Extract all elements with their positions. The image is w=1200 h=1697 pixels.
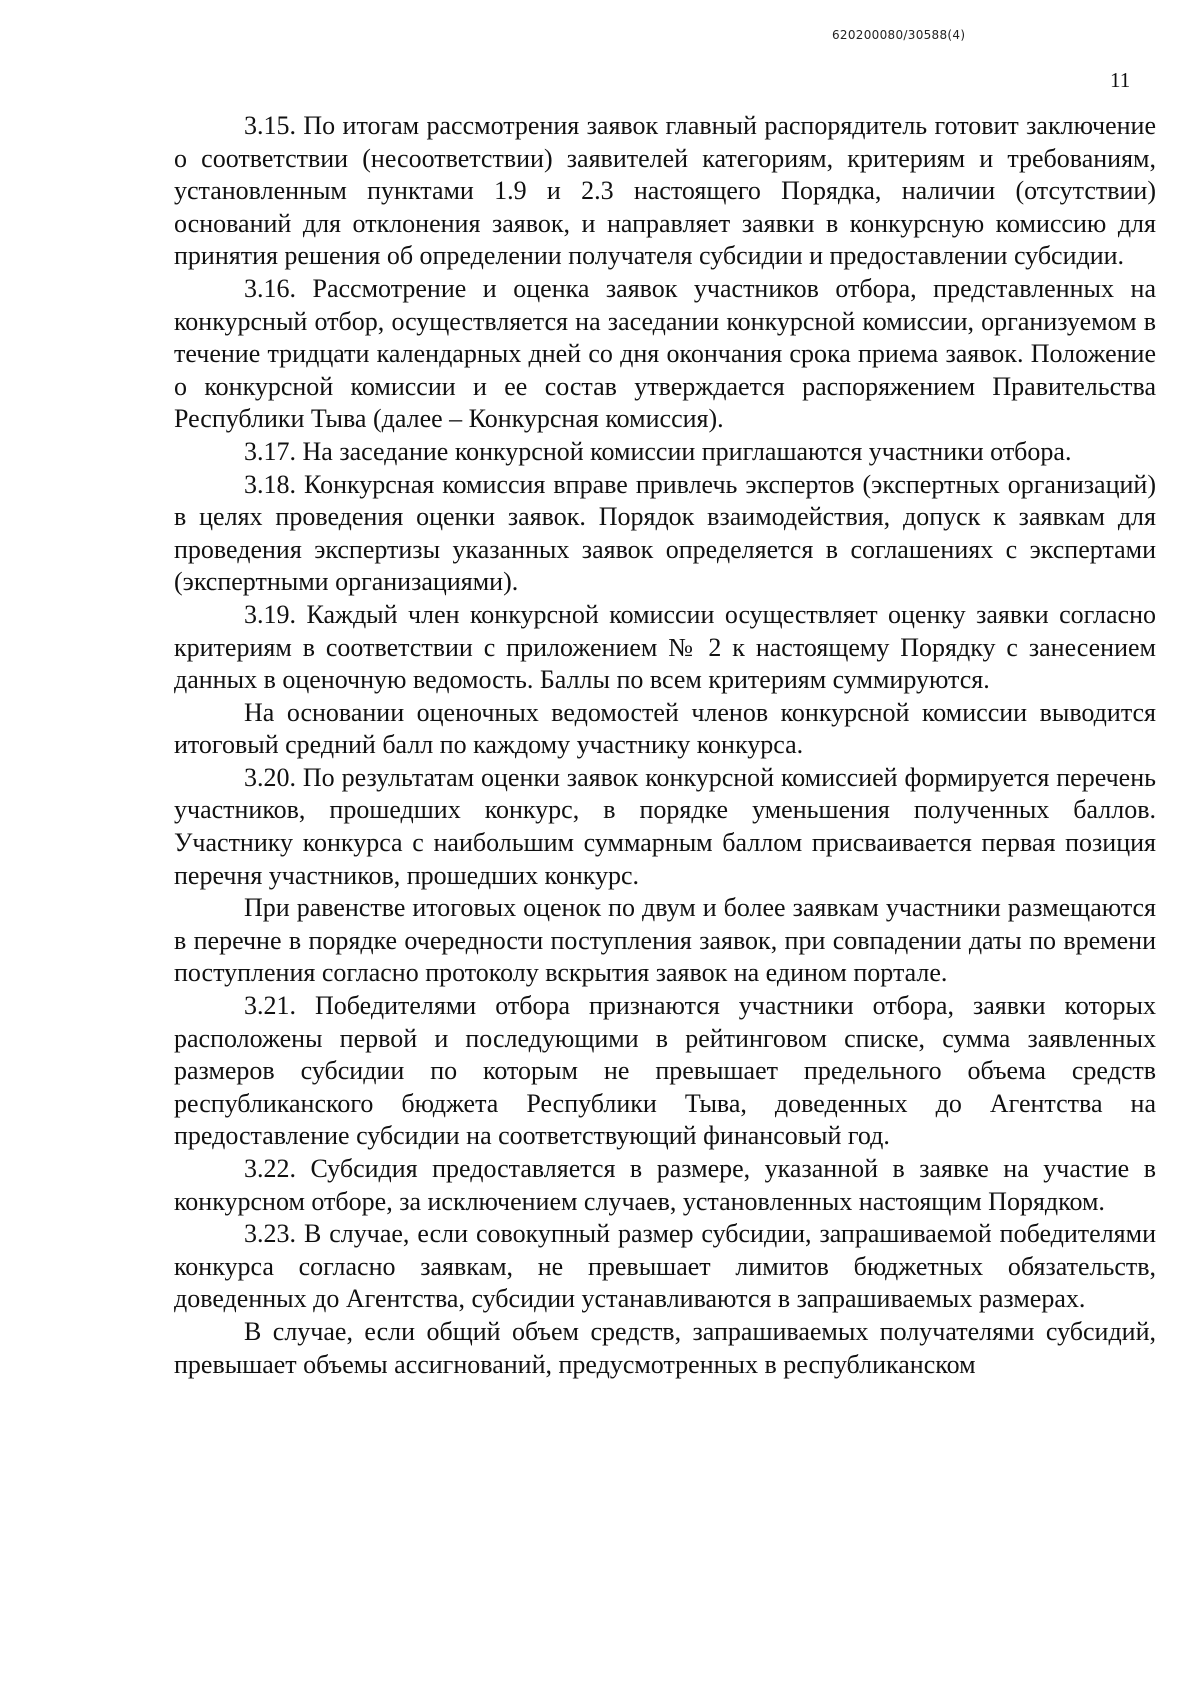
paragraph-3-21: 3.21. Победителями отбора признаются участники отбора, заявки которых расположены первой и последующими в рейтинговом списке, сумма заявленных размеров субсидии по которым не превышает предельного объема средств республиканского бюджета Республики Тыва, доведенных до Агентства на предоставление субсидии на соответствующий финансовый год.: [174, 991, 1156, 1151]
paragraph-3-22: 3.22. Субсидия предоставляется в размере, указанной в заявке на участие в конкурсном отборе, за исключением случаев, установленных настоящим Порядком.: [174, 1154, 1156, 1216]
paragraph-3-20: 3.20. По результатам оценки заявок конкурсной комиссией формируется перечень участников, прошедших конкурс, в порядке уменьшения полученных баллов. Участнику конкурса с наибольшим суммарным баллом присваивается первая позиция перечня участников, прошедших конкурс.: [174, 762, 1156, 890]
paragraph-total-volume: В случае, если общий объем средств, запрашиваемых получателями субсидий, превышает объемы ассигнований, предусмотренных в республиканском: [174, 1316, 1156, 1379]
paragraph-3-19: 3.19. Каждый член конкурсной комиссии осуществляет оценку заявки согласно критериям в соответствии с приложением № 2 к настоящему Порядку с занесением данных в оценочную ведомость. Баллы по всем критериям суммируются.: [174, 599, 1156, 695]
paragraph-3-18: 3.18. Конкурсная комиссия вправе привлечь экспертов (экспертных организаций) в целях проведения оценки заявок. Порядок взаимодействия, допуск к заявкам для проведения экспертизы указанных заявок определяется в соглашениях с экспертами (экспертными организациями).: [174, 469, 1156, 597]
paragraph-3-16: 3.16. Рассмотрение и оценка заявок участников отбора, представленных на конкурсный отбор, осуществляется на заседании конкурсной комиссии, организуемом в течение тридцати календарных дней со дня окончания срока приема заявок. Положение о конкурсной комиссии и ее состав утверждается распоряжением Правительства Республики Тыва (далее – Конкурсная комиссия).: [174, 273, 1156, 434]
paragraph-equal-scores: При равенстве итоговых оценок по двум и более заявкам участники размещаются в перечне в порядке очередности поступления заявок, при совпадении даты по времени поступления согласно протоколу вскрытия заявок на едином портале.: [174, 893, 1156, 988]
document-body: [174, 110, 1156, 1381]
paragraph-3-17: 3.17. На заседание конкурсной комиссии приглашаются участники отбора.: [244, 436, 1072, 466]
page-number: 11: [1110, 68, 1131, 92]
paragraph-average-score: На основании оценочных ведомостей членов конкурсной комиссии выводится итоговый средний балл по каждому участнику конкурса.: [174, 697, 1156, 760]
document-id: 620200080/30588(4): [832, 28, 966, 42]
paragraph-3-15: 3.15. По итогам рассмотрения заявок главный распорядитель готовит заключение о соответствии (несоответствии) заявителей категориям, критериям и требованиям, установленным пунктами 1.9 и 2.3 настоящего Порядка, наличии (отсутствии) оснований для отклонения заявок, и направляет заявки в конкурсную комиссию для принятия решения об определении получателя субсидии и предоставлении субсидии.: [174, 111, 1156, 271]
paragraph-3-23: 3.23. В случае, если совокупный размер субсидии, запрашиваемой победителями конкурса согласно заявкам, не превышает лимитов бюджетных обязательств, доведенных до Агентства, субсидии устанавливаются в запрашиваемых размерах.: [174, 1219, 1156, 1314]
